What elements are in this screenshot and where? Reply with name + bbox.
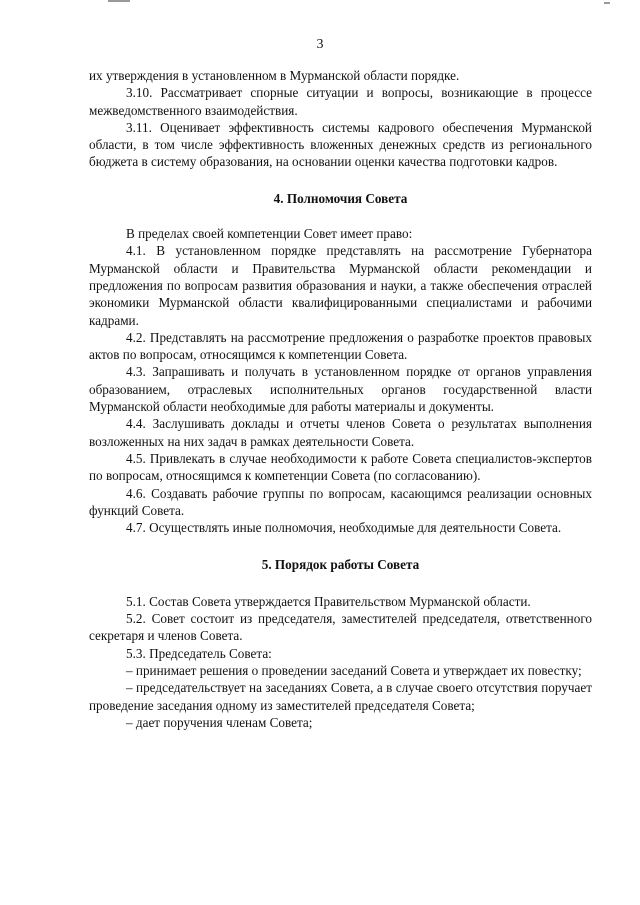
scan-artifact-corner xyxy=(604,2,610,4)
paragraph-5-2: 5.2. Совет состоит из председателя, заместителей председателя, ответственного секретаря и членов Совета. xyxy=(89,611,592,644)
paragraph-4-6: 4.6. Создавать рабочие группы по вопросам, касающимся реализации основных функций Совета. xyxy=(89,485,592,518)
paragraph-4-3: 4.3. Запрашивать и получать в установленном порядке от органов управления образованием, отраслевых исполнительных органов государственной власти Мурманской области необходимые для работы материалы и документы. xyxy=(89,364,592,415)
paragraph-4-2: 4.2. Представлять на рассмотрение предложения о разработке проектов правовых актов по вопросам, относящимся к компетенции Совета. xyxy=(89,329,592,363)
document-body xyxy=(89,67,592,731)
scan-artifact-top xyxy=(108,0,130,2)
section-5-heading: 5. Порядок работы Совета xyxy=(261,557,420,573)
paragraph-4-1: 4.1. В установленном порядке представлять на рассмотрение Губернатора Мурманской области и Правительства Мурманской области рекомендации и предложения по вопросам развития образования и науки, а также обеспечения отраслей экономики Мурманской области квалифицированными специалистами и рабочими кадрами. xyxy=(89,243,592,328)
list-item: – принимает решения о проведении заседаний Совета и утверждает их повестку; xyxy=(126,662,582,678)
paragraph-4-5: 4.5. Привлекать в случае необходимости к работе Совета специалистов-экспертов по вопросам, относящимся к компетенции Совета (по согласованию). xyxy=(89,450,592,484)
list-item: – дает поручения членам Совета; xyxy=(126,714,313,730)
section-4-heading: 4. Полномочия Совета xyxy=(273,190,408,206)
list-item: – председательствует на заседаниях Совета, а в случае своего отсутствия поручает проведение заседания одному из заместителей председателя Совета; xyxy=(89,680,592,713)
paragraph-4-7: 4.7. Осуществлять иные полномочия, необходимые для деятельности Совета. xyxy=(126,520,562,536)
paragraph-4-4: 4.4. Заслушивать доклады и отчеты членов Совета о результатах выполнения возложенных на них задач в рамках деятельности Совета. xyxy=(89,416,592,449)
page-number: 3 xyxy=(316,37,324,52)
paragraph-continuation: их утверждения в установленном в Мурманской области порядке. xyxy=(89,68,460,83)
section-4-intro: В пределах своей компетенции Совет имеет право: xyxy=(126,226,413,242)
paragraph-5-1: 5.1. Состав Совета утверждается Правительством Мурманской области. xyxy=(126,593,531,609)
paragraph-5-3: 5.3. Председатель Совета: xyxy=(126,645,272,661)
paragraph-3-11: 3.11. Оценивает эффективность системы кадрового обеспечения Мурманской области, в том числе эффективность вложенных денежных средств из регионального бюджета в систему образования, на основании оценки качества подготовки кадров. xyxy=(89,119,592,170)
paragraph-3-10: 3.10. Рассматривает спорные ситуации и вопросы, возникающие в процессе межведомственного взаимодействия. xyxy=(89,85,592,118)
